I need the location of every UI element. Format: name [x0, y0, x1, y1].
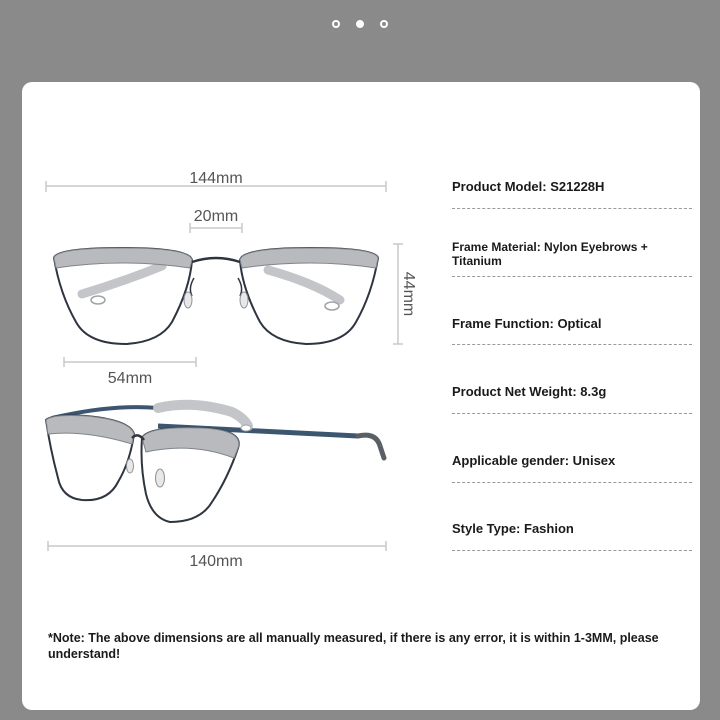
measurement-note: *Note: The above dimensions are all manually measured, if there is any error, it is within 1-3MM, please understand!: [48, 631, 659, 661]
total-width-label: 144mm: [189, 170, 243, 187]
spec-divider: [452, 482, 692, 483]
lens-width-dimension: [64, 357, 196, 387]
spec-divider: [452, 276, 692, 277]
carousel-dot-2-active[interactable]: [356, 20, 364, 28]
lens-height-label: 44mm: [400, 271, 417, 317]
carousel-dot-1[interactable]: [332, 20, 340, 28]
carousel-indicator: [0, 20, 720, 34]
spec-product-model: Product Model: S21228H: [452, 179, 605, 194]
lens-width-label: 54mm: [107, 370, 153, 387]
total-width-dimension: [46, 170, 386, 192]
spec-frame-function: Frame Function: Optical: [452, 316, 602, 331]
temple-length-label: 140mm: [189, 553, 243, 570]
glasses-front-view: [54, 248, 378, 344]
spec-style-type: Style Type: Fashion: [452, 521, 574, 536]
glasses-dimension-illustration: [22, 82, 452, 602]
spec-divider: [452, 208, 692, 209]
spec-gender: Applicable gender: Unisex: [452, 453, 616, 468]
spec-net-weight: Product Net Weight: 8.3g: [452, 384, 607, 399]
lens-height-dimension: [393, 244, 417, 344]
temple-length-dimension: [48, 541, 386, 570]
spec-divider: [452, 413, 692, 414]
product-spec-card: [22, 82, 700, 710]
bridge-width-dimension: [190, 208, 242, 233]
spec-frame-material: Frame Material: Nylon Eyebrows + Titanium: [452, 240, 648, 268]
spec-divider: [452, 550, 692, 551]
bridge-width-label: 20mm: [193, 208, 239, 225]
spec-divider: [452, 344, 692, 345]
carousel-dot-3[interactable]: [380, 20, 388, 28]
glasses-angled-view: [46, 405, 384, 522]
